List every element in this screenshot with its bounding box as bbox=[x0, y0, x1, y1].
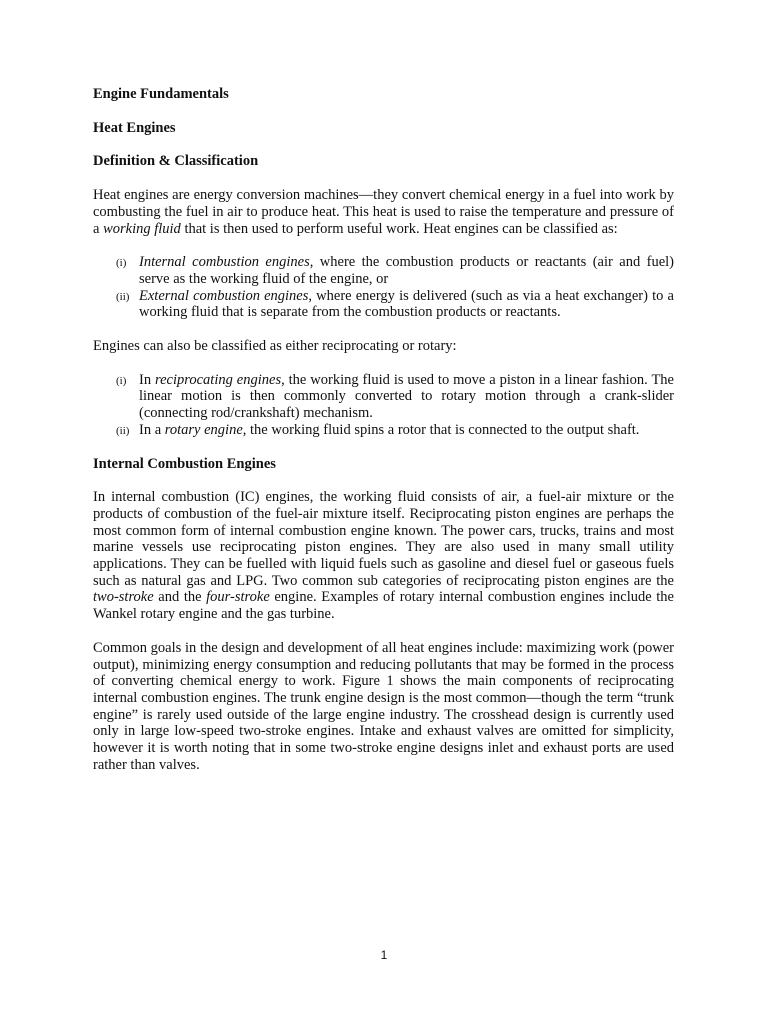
list-item: (ii) In a rotary engine, the working fluid spins a rotor that is connected to the output shaft. bbox=[116, 421, 640, 438]
paragraph-ic: In internal combustion (IC) engines, the working fluid consists of air, a fuel-air mixture or the products of combustion of the fuel-air mixture itself. Reciprocating piston engines are perhaps the most common form of internal combustion engine known. The power cars, trucks, trains and most marine vessels use reciprocating piston engines. They are also used in many small utility applications. They can be fuelled with liquid fuels such as gasoline and diesel fuel or gaseous fuels such as natural gas and LPG. Two common sub categories of reciprocating piston engines are the two-stroke and the four-stroke engine. Examples of rotary internal combustion engines include the Wankel rotary engine and the gas turbine. bbox=[93, 489, 674, 623]
list-item: (i) Internal combustion engines, where the combustion products or reactants (air and fuel) serve as the working fluid of the engine, or bbox=[116, 254, 674, 287]
list-item: (ii) External combustion engines, where energy is delivered (such as via a heat exchanger) to a working fluid that is separate from the combustion products or reactants. bbox=[116, 287, 674, 321]
ic-heading: Internal Combustion Engines bbox=[93, 455, 276, 472]
paragraph-intro: Heat engines are energy conversion machines—they convert chemical energy in a fuel into work by combusting the fuel in air to produce heat. This heat is used to raise the temperature and pressure of a working fluid that is then used to perform useful work. Heat engines can be classified as: bbox=[93, 187, 674, 237]
engine-type-list bbox=[93, 372, 674, 439]
paragraph-classification: Engines can also be classified as either reciprocating or rotary: bbox=[93, 338, 457, 355]
document-title: Engine Fundamentals bbox=[93, 86, 229, 102]
subsection-heading: Definition & Classification bbox=[93, 153, 259, 170]
section-heading: Heat Engines bbox=[93, 119, 176, 136]
document-page bbox=[93, 86, 674, 774]
page-number: 1 bbox=[380, 948, 388, 962]
list-item: (i) In reciprocating engines, the working fluid is used to move a piston in a linear fashion. The linear motion is then commonly converted to rotary motion through a crank-slider (connecting rod/crankshaft) mechanism. bbox=[116, 371, 674, 422]
classification-list bbox=[93, 254, 674, 321]
paragraph-goals: Common goals in the design and development of all heat engines include: maximizing work (power output), minimizing energy consumption and reducing pollutants that may be formed in the process of converting chemical energy to work. Figure 1 shows the main components of reciprocating internal combustion engines. The trunk engine design is the most common—though the term “trunk engine” is rarely used outside of the large engine industry. The crosshead design is currently used only in large low-speed two-stroke engines. Intake and exhaust valves are omitted for simplicity, however it is worth noting that in some two-stroke engine designs inlet and exhaust ports are used rather than valves. bbox=[93, 639, 674, 773]
